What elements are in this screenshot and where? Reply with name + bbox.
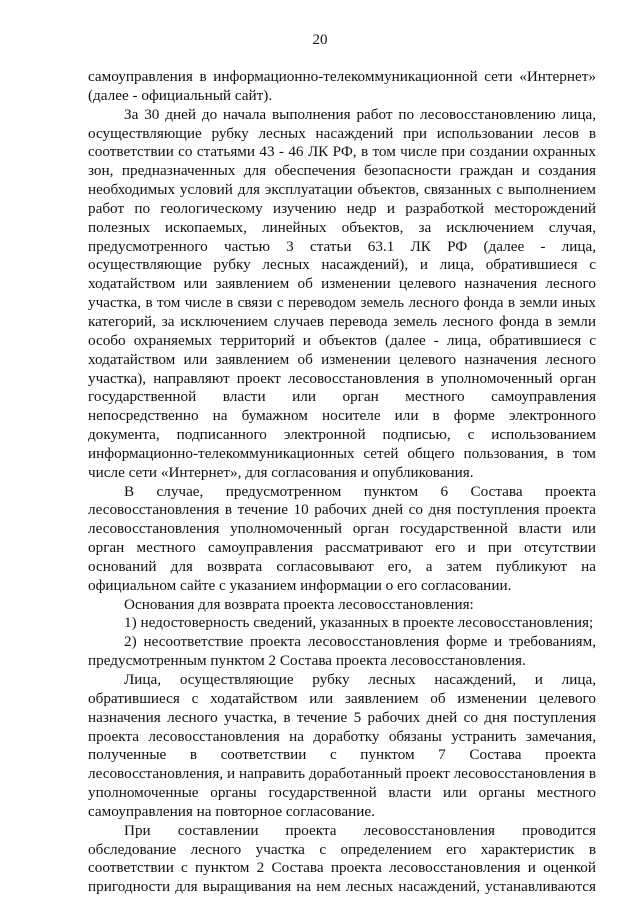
text-line: участка, в том числе в связи с переводом земель лесного фонда в земли иных (88, 294, 596, 312)
text-line: Основания для возврата проекта лесовосстановления: (124, 595, 474, 613)
text-line: особо охраняемых территорий и объектов (далее - лица, обратившиеся с (88, 331, 596, 349)
text-line: государственной власти или орган местного самоуправления (88, 388, 596, 406)
text-line: работ по геологическому изучению недр и разработкой месторождений (88, 199, 596, 217)
text-line: самоуправления на повторное согласование. (88, 802, 375, 820)
text-line: полезных ископаемых, линейных объектов, за исключением случая, (88, 218, 596, 236)
text-line: осуществляющие рубку лесных насаждений), и лица, обратившиеся с (88, 256, 596, 274)
text-line: осуществляющие рубку лесных насаждений при использовании лесов в (88, 124, 596, 142)
text-line: ходатайством или заявлением об изменении целевого назначения лесного (88, 275, 596, 293)
text-line: непосредственно на бумажном носителе или в форме электронного (88, 407, 596, 425)
text-line: соответствии со статьями 43 - 46 ЛК РФ, в том числе при создании охранных (88, 143, 596, 161)
text-line: орган местного самоуправления рассматривают его и при отсутствии (88, 539, 596, 557)
text-line: лесовосстановления, и направить доработанный проект лесовосстановления в (88, 765, 596, 783)
text-line: обследование лесного участка с определением его характеристик в (88, 840, 596, 858)
text-line: необходимых условий для эксплуатации объектов, связанных с выполнением (88, 181, 596, 199)
text-line: соответствии с пунктом 2 Состава проекта лесовосстановления и оценкой (88, 859, 596, 877)
text-line: предусмотренного частью 3 статьи 63.1 ЛК РФ (далее - лица, (88, 237, 596, 255)
text-line: За 30 дней до начала выполнения работ по лесовосстановлению лица, (124, 105, 596, 123)
text-line: самоуправления в информационно-телекоммуникационной сети «Интернет» (88, 68, 596, 85)
text-line: лесовосстановления в течение 10 рабочих дней со дня поступления проекта (88, 501, 596, 519)
text-line: ходатайством или заявлением об изменении целевого назначения лесного (88, 350, 596, 368)
document-body (88, 68, 596, 897)
text-line: участка), направляют проект лесовосстановления в уполномоченный орган (88, 369, 596, 387)
text-line: оснований для возврата согласовывают его, а затем публикуют на (88, 557, 596, 575)
text-line: Лица, осуществляющие рубку лесных насаждений, и лица, (124, 671, 596, 688)
text-line: 1) недостоверность сведений, указанных в проекте лесовосстановления; (124, 614, 594, 632)
text-line: полученные в соответствии с пунктом 7 Состава проекта (88, 746, 596, 764)
text-line: лесовосстановления уполномоченный орган государственной власти или (88, 520, 596, 538)
text-line: (далее - официальный сайт). (88, 86, 273, 104)
text-line: категорий, за исключением случаев перевода земель лесного фонда в земли (88, 312, 596, 330)
page-number: 20 (312, 32, 328, 48)
text-line: обратившиеся с ходатайством или заявлением об изменении целевого (88, 689, 596, 707)
text-line: официальном сайте с указанием информации о его согласовании. (88, 576, 512, 594)
text-line: При составлении проекта лесовосстановления проводится (124, 821, 596, 839)
text-line: документа, подписанного электронной подписью, с использованием (88, 426, 596, 444)
text-line: зон, предназначенных для обеспечения безопасности граждан и создания (88, 162, 596, 180)
text-line: проекта лесовосстановления на доработку обязаны устранить замечания, (88, 727, 596, 745)
text-line: назначения лесного участка, в течение 5 рабочих дней со дня поступления (88, 708, 596, 726)
text-line: В случае, предусмотренном пунктом 6 Состава проекта (124, 482, 596, 500)
text-line: 2) несоответствие проекта лесовосстановления форме и требованиям, (124, 633, 596, 651)
text-line: информационно-телекоммуникационных сетей общего пользования, в том (88, 444, 596, 462)
text-line: числе сети «Интернет», для согласования и опубликования. (88, 463, 474, 481)
text-line: пригодности для выращивания на нем лесных насаждений, устанавливаются (88, 878, 596, 896)
text-line: уполномоченные органы государственной власти или органы местного (88, 784, 596, 802)
text-line: предусмотренным пунктом 2 Состава проекта лесовосстановления. (88, 652, 526, 670)
